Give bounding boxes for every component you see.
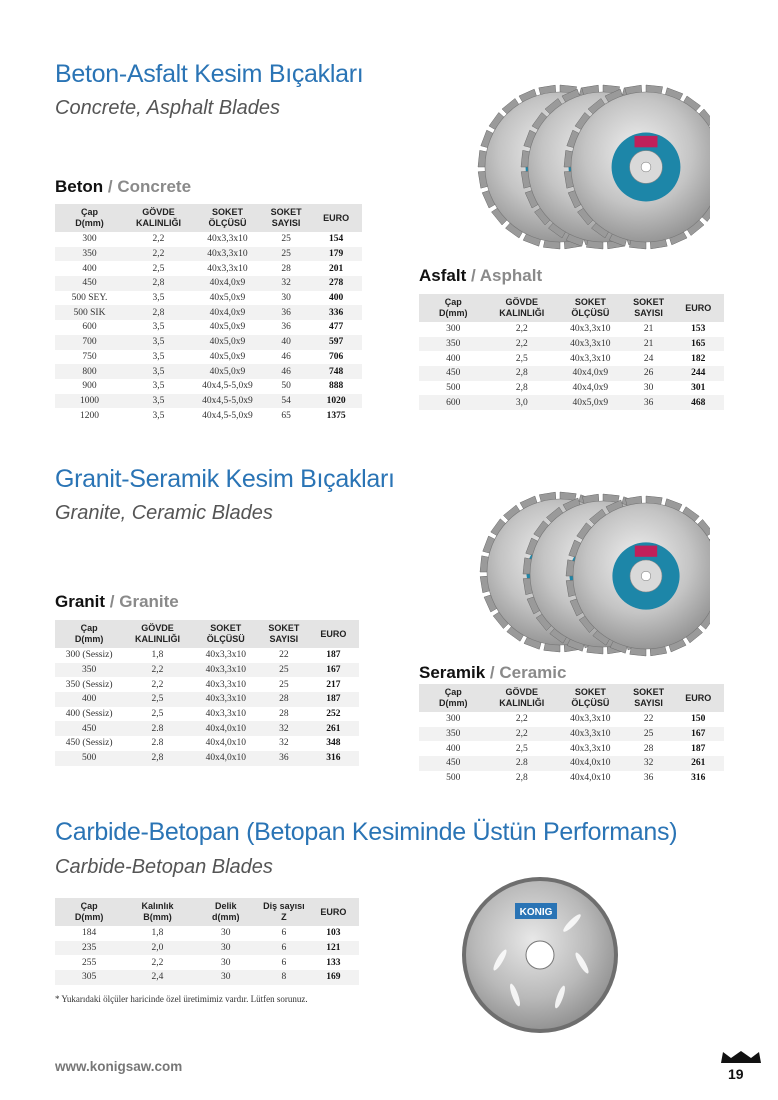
price-cell: 167: [308, 663, 359, 678]
price-cell: 1375: [326, 410, 346, 421]
table-cell: 500: [55, 751, 123, 766]
price-cell: 336: [310, 305, 362, 320]
table-cell: 2,2: [123, 663, 191, 678]
table-cell: 25: [260, 663, 308, 678]
page-number: 19: [728, 1066, 744, 1082]
table-cell: 3,5: [152, 381, 165, 392]
price-cell: 252: [326, 709, 341, 720]
website-link[interactable]: www.konigsaw.com: [55, 1059, 183, 1074]
column-header: Diş sayısı Z: [260, 898, 308, 926]
column-header: SOKET SAYISI: [260, 620, 308, 648]
table-cell: 500: [446, 383, 461, 394]
table-heading-granit: [55, 592, 179, 612]
table-cell: 2,2: [151, 957, 164, 968]
table-cell: 2,2: [124, 247, 193, 262]
table-cell: 2,2: [488, 337, 557, 352]
table-cell: 40x3,3x10: [556, 727, 625, 742]
table-row: [55, 276, 362, 291]
table-cell: 40x3,3x10: [570, 353, 611, 364]
heading-en: Asphalt: [479, 266, 543, 285]
table-row: [419, 322, 724, 337]
heading-tr: Asfalt: [419, 266, 467, 285]
price-cell: 244: [673, 366, 724, 381]
table-cell: 30: [192, 941, 260, 956]
table-row: [55, 721, 359, 736]
table-cell: 40x5,0x9: [209, 351, 246, 362]
table-row: [55, 394, 362, 409]
table-heading-asfalt: [419, 266, 542, 286]
table-cell: 40x4,0x9: [193, 305, 262, 320]
table-cell: 32: [262, 276, 310, 291]
heading-sep: /: [103, 177, 118, 196]
table-cell: 350: [419, 727, 488, 742]
table-cell: 46: [262, 364, 310, 379]
table-seramik: [419, 684, 724, 785]
table-row: [419, 756, 724, 771]
table-row: [419, 366, 724, 381]
table-cell: 3,0: [488, 395, 557, 410]
table-carbide: [55, 898, 359, 985]
column-header: SOKET SAYISI: [625, 294, 673, 322]
table-cell: 500 SIK: [55, 305, 124, 320]
column-header: Delik d(mm): [192, 898, 260, 926]
table-cell: 305: [55, 970, 123, 985]
table-cell: 450: [419, 366, 488, 381]
heading-en: Concrete: [117, 177, 192, 196]
section-subtitle-granite: Granite, Ceramic Blades: [55, 502, 273, 524]
heading-tr: Beton: [55, 177, 104, 196]
table-cell: 30: [221, 957, 231, 968]
heading-sep: /: [466, 266, 480, 285]
table-cell: 600: [419, 395, 488, 410]
table-row: [55, 970, 359, 985]
table-cell: 184: [82, 928, 97, 939]
table-cell: 36: [262, 305, 310, 320]
table-cell: 400: [55, 692, 123, 707]
section-title-granite: Granit-Seramik Kesim Bıçakları: [55, 465, 395, 493]
price-cell: 597: [310, 335, 362, 350]
table-cell: 32: [279, 738, 289, 749]
table-cell: 3,5: [124, 335, 193, 350]
column-header: SOKET ÖLÇÜSÜ: [556, 684, 625, 712]
table-beton: [55, 204, 362, 423]
table-cell: 2,8: [515, 383, 528, 394]
table-cell: 40x4,5-5,0x9: [202, 381, 253, 392]
table-cell: 30: [221, 928, 231, 939]
table-cell: 2,5: [515, 353, 528, 364]
table-cell: 2,2: [515, 714, 528, 725]
table-cell: 800: [55, 364, 124, 379]
column-header: EURO: [673, 294, 724, 322]
table-cell: 40x3,3x10: [570, 743, 611, 754]
table-cell: 40: [262, 335, 310, 350]
heading-sep: /: [105, 592, 120, 611]
table-row: [419, 351, 724, 366]
table-cell: 3,5: [152, 322, 165, 333]
table-cell: 40x5,0x9: [209, 293, 246, 304]
table-row: [419, 337, 724, 352]
table-asfalt: [419, 294, 724, 410]
column-header: SOKET SAYISI: [262, 204, 310, 232]
price-cell: 167: [673, 727, 724, 742]
table-cell: 46: [281, 351, 291, 362]
price-cell: 153: [691, 324, 706, 335]
table-row: [55, 751, 359, 766]
table-cell: 3,5: [152, 293, 165, 304]
footnote: * Yukarıdaki ölçüler haricinde özel üretimimiz vardır. Lütfen sorunuz.: [55, 994, 308, 1004]
price-cell: 165: [673, 337, 724, 352]
price-cell: 150: [691, 714, 706, 725]
table-cell: 32: [625, 756, 673, 771]
table-cell: 2,8: [515, 773, 528, 784]
table-cell: 450: [55, 721, 123, 736]
table-cell: 40x3,3x10: [205, 679, 246, 690]
table-cell: 2,4: [123, 970, 191, 985]
table-cell: 40x3,3x10: [193, 247, 262, 262]
table-cell: 40x4,5-5,0x9: [193, 394, 262, 409]
table-cell: 36: [281, 322, 291, 333]
price-cell: 103: [326, 928, 341, 939]
table-row: [55, 379, 362, 394]
table-cell: 2,5: [151, 709, 164, 720]
table-cell: 28: [643, 743, 654, 754]
table-cell: 28: [281, 263, 291, 274]
crown-icon: [719, 1050, 763, 1064]
table-cell: 500: [446, 773, 461, 784]
table-row: [55, 941, 359, 956]
granite-blades-image: [470, 482, 710, 662]
price-cell: 477: [328, 322, 344, 333]
table-cell: 700: [55, 335, 124, 350]
table-cell: 40x4,0x9: [572, 383, 609, 394]
table-heading-seramik: [419, 663, 566, 683]
table-cell: 2,8: [124, 276, 193, 291]
price-cell: 121: [308, 941, 359, 956]
column-header: Çap D(mm): [419, 294, 488, 322]
table-cell: 400: [446, 353, 461, 364]
column-header: SOKET ÖLÇÜSÜ: [192, 620, 260, 648]
heading-sep: /: [485, 663, 500, 682]
table-row: [55, 364, 362, 379]
price-cell: 748: [310, 364, 362, 379]
table-cell: 2,5: [515, 743, 528, 754]
table-cell: 1,8: [151, 650, 164, 661]
table-row: [55, 677, 359, 692]
column-header: SOKET ÖLÇÜSÜ: [556, 294, 625, 322]
table-cell: 40x3,3x10: [207, 234, 248, 245]
table-header-row: [55, 898, 359, 926]
column-header: GÖVDE KALINLIĞI: [488, 684, 557, 712]
table-cell: 1200: [79, 410, 99, 421]
table-cell: 40x4,0x10: [556, 756, 625, 771]
table-cell: 2,5: [123, 692, 191, 707]
price-cell: 468: [673, 395, 724, 410]
table-cell: 235: [55, 941, 123, 956]
table-cell: 300: [446, 714, 461, 725]
price-cell: 133: [326, 957, 341, 968]
table-cell: 25: [262, 247, 310, 262]
table-cell: 40x3,3x10: [556, 337, 625, 352]
table-header-row: [55, 204, 362, 232]
table-row: [55, 408, 362, 423]
price-cell: 201: [328, 263, 344, 274]
table-cell: 400: [446, 743, 461, 754]
table-cell: 3,5: [124, 364, 193, 379]
table-row: [55, 247, 362, 262]
table-row: [55, 663, 359, 678]
table-row: [55, 232, 362, 247]
table-cell: 40x5,0x9: [556, 395, 625, 410]
table-cell: 22: [643, 714, 654, 725]
column-header: GÖVDE KALINLIĞI: [488, 294, 557, 322]
price-cell: 316: [691, 773, 706, 784]
table-cell: 450: [419, 756, 488, 771]
price-cell: 888: [328, 381, 344, 392]
table-cell: 28: [279, 709, 289, 720]
column-header: SOKET SAYISI: [625, 684, 673, 712]
table-cell: 36: [643, 773, 654, 784]
table-cell: 2,2: [152, 234, 165, 245]
column-header: EURO: [308, 620, 359, 648]
price-cell: 1020: [310, 394, 362, 409]
table-cell: 40x4,5-5,0x9: [202, 410, 253, 421]
table-header-row: [419, 684, 724, 712]
price-cell: 187: [308, 692, 359, 707]
price-cell: 179: [310, 247, 362, 262]
table-cell: 30: [643, 383, 654, 394]
table-cell: 350 (Sessiz): [65, 679, 113, 690]
table-cell: 2.8: [488, 756, 557, 771]
price-cell: 261: [673, 756, 724, 771]
price-cell: 706: [328, 351, 344, 362]
table-cell: 1,8: [151, 928, 164, 939]
table-cell: 30: [192, 970, 260, 985]
table-cell: 400: [82, 263, 97, 274]
table-cell: 350: [55, 247, 124, 262]
table-cell: 350: [419, 337, 488, 352]
column-header: Çap D(mm): [55, 204, 124, 232]
table-cell: 40x3,3x10: [205, 709, 246, 720]
table-cell: 40x5,0x9: [193, 335, 262, 350]
table-row: [55, 305, 362, 320]
column-header: Çap D(mm): [55, 620, 123, 648]
table-cell: 40x5,0x9: [209, 322, 246, 333]
section-title-concrete: Beton-Asfalt Kesim Bıçakları: [55, 60, 364, 88]
heading-en: Ceramic: [499, 663, 567, 682]
table-row: [419, 741, 724, 756]
table-cell: 2,0: [123, 941, 191, 956]
price-cell: 182: [691, 353, 706, 364]
column-header: Kalınlık B(mm): [123, 898, 191, 926]
table-cell: 22: [279, 650, 289, 661]
column-header: Çap D(mm): [419, 684, 488, 712]
column-header: EURO: [673, 684, 724, 712]
table-row: [55, 707, 359, 722]
table-cell: 40x4,0x9: [193, 276, 262, 291]
table-cell: 65: [281, 410, 291, 421]
table-cell: 25: [281, 234, 291, 245]
column-header: Çap D(mm): [55, 898, 123, 926]
table-cell: 450: [55, 276, 124, 291]
table-cell: 2,8: [488, 366, 557, 381]
table-cell: 26: [625, 366, 673, 381]
price-cell: 348: [326, 738, 341, 749]
table-row: [55, 261, 362, 276]
table-cell: 255: [82, 957, 97, 968]
column-header: EURO: [308, 898, 359, 926]
table-row: [55, 320, 362, 335]
table-cell: 300: [446, 324, 461, 335]
table-cell: 2,8: [124, 305, 193, 320]
table-cell: 25: [279, 679, 289, 690]
price-cell: 316: [308, 751, 359, 766]
table-row: [55, 955, 359, 970]
price-cell: 301: [691, 383, 706, 394]
table-cell: 40x3,3x10: [192, 663, 260, 678]
table-cell: 2,2: [488, 727, 557, 742]
section-subtitle-carbide: Carbide-Betopan Blades: [55, 856, 273, 878]
table-cell: 750: [82, 351, 97, 362]
table-cell: 2,2: [151, 679, 164, 690]
table-cell: 36: [260, 751, 308, 766]
table-cell: 50: [281, 381, 291, 392]
column-header: GÖVDE KALINLIĞI: [124, 204, 193, 232]
table-cell: 6: [260, 941, 308, 956]
table-cell: 28: [260, 692, 308, 707]
table-heading-beton: [55, 177, 191, 197]
table-cell: 6: [281, 957, 287, 968]
table-cell: 21: [643, 324, 654, 335]
table-cell: 3,5: [152, 410, 165, 421]
table-cell: 40x4,0x10: [192, 721, 260, 736]
table-cell: 300 (Sessiz): [65, 650, 113, 661]
table-header-row: [55, 620, 359, 648]
table-header-row: [419, 294, 724, 322]
table-cell: 350: [55, 663, 123, 678]
table-cell: 40x3,3x10: [570, 324, 611, 335]
carbide-blade-image: [460, 875, 620, 1035]
table-row: [419, 727, 724, 742]
table-cell: 32: [260, 721, 308, 736]
heading-en: Granite: [119, 592, 179, 611]
table-cell: 40x3,3x10: [207, 263, 248, 274]
table-cell: 24: [643, 353, 654, 364]
table-cell: 450 (Sessiz): [65, 738, 113, 749]
price-cell: 154: [328, 234, 344, 245]
table-cell: 40x4,0x10: [570, 773, 611, 784]
price-cell: 400: [328, 293, 344, 304]
section-title-carbide: Carbide-Betopan (Betopan Kesiminde Üstün Performans): [55, 818, 678, 846]
table-cell: 3,5: [152, 351, 165, 362]
column-header: EURO: [310, 204, 362, 232]
heading-tr: Seramik: [419, 663, 486, 682]
price-cell: 187: [691, 743, 706, 754]
table-row: [419, 381, 724, 396]
table-cell: 40x4,0x10: [205, 738, 246, 749]
table-cell: 6: [281, 928, 287, 939]
table-row: [55, 736, 359, 751]
table-row: [55, 350, 362, 365]
table-cell: 2,2: [515, 324, 528, 335]
table-cell: 54: [262, 394, 310, 409]
table-cell: 21: [625, 337, 673, 352]
price-cell: 169: [308, 970, 359, 985]
table-row: [419, 395, 724, 410]
table-cell: 900: [82, 381, 97, 392]
table-cell: 2.8: [123, 721, 191, 736]
price-cell: 278: [310, 276, 362, 291]
table-cell: 30: [281, 293, 291, 304]
table-granit: [55, 620, 359, 766]
table-row: [419, 771, 724, 786]
section-subtitle-concrete: Concrete, Asphalt Blades: [55, 97, 280, 119]
price-cell: 217: [326, 679, 341, 690]
table-cell: 40x5,0x9: [193, 364, 262, 379]
concrete-blades-image: [470, 75, 710, 255]
table-cell: 1000: [55, 394, 124, 409]
table-row: [55, 648, 359, 663]
column-header: GÖVDE KALINLIĞI: [123, 620, 191, 648]
table-row: [55, 692, 359, 707]
table-cell: 40x3,3x10: [205, 650, 246, 661]
table-cell: 300: [82, 234, 97, 245]
table-cell: 2,5: [152, 263, 165, 274]
table-cell: 40x4,0x9: [556, 366, 625, 381]
table-cell: 40x3,3x10: [570, 714, 611, 725]
table-cell: 2,8: [123, 751, 191, 766]
table-row: [55, 291, 362, 306]
table-row: [55, 335, 362, 350]
table-cell: 400 (Sessiz): [65, 709, 113, 720]
brand-label: KONIG: [519, 907, 553, 918]
table-cell: 25: [625, 727, 673, 742]
table-cell: 40x3,3x10: [192, 692, 260, 707]
table-cell: 36: [625, 395, 673, 410]
price-cell: 261: [308, 721, 359, 736]
table-cell: 2.8: [151, 738, 164, 749]
price-cell: 187: [326, 650, 341, 661]
table-cell: 40x4,0x10: [192, 751, 260, 766]
table-row: [419, 712, 724, 727]
table-cell: 500 SEY.: [71, 293, 108, 304]
table-cell: 8: [260, 970, 308, 985]
table-cell: 600: [82, 322, 97, 333]
table-row: [55, 926, 359, 941]
column-header: SOKET ÖLÇÜSÜ: [193, 204, 262, 232]
heading-tr: Granit: [55, 592, 106, 611]
table-cell: 3,5: [124, 394, 193, 409]
